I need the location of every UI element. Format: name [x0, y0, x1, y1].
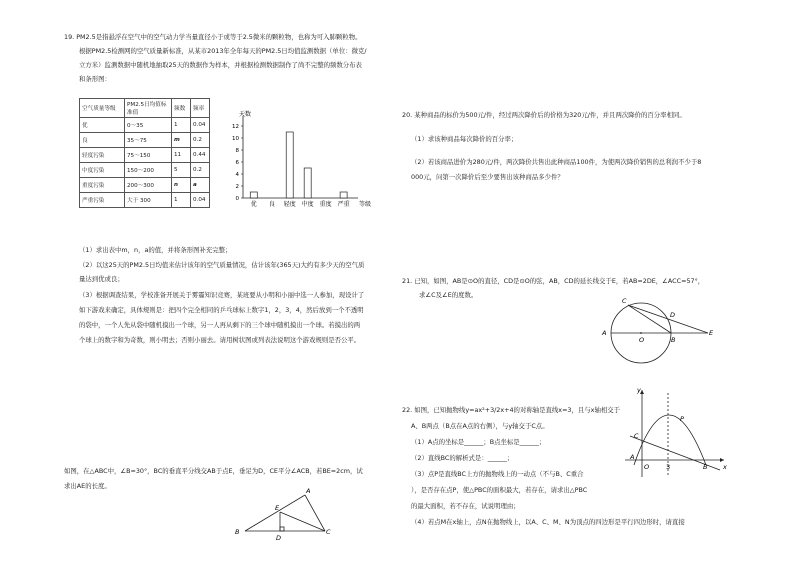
table-cell: 0.44	[191, 148, 210, 163]
table-cell: 75～150	[125, 148, 172, 163]
q20-line-1: 20. 某种商品的标价为500元/件，经过两次降价后的价格为320元/件，并且两次降价的百分率相同。	[402, 111, 686, 119]
q19-sub-6: 的袋中，一个人先从袋中随机摸出一个球，另一人再从剩下的三个球中随机摸出一个球。若摸出的两	[79, 321, 361, 329]
q21-line-2: 求∠C及∠E的度数。	[419, 291, 478, 299]
table-cell: 1	[172, 118, 191, 133]
bar	[286, 132, 293, 198]
x-tick-label: 严重	[337, 201, 350, 208]
table-cell: 5	[172, 163, 191, 178]
table-cell: 0.2	[191, 133, 210, 148]
q20-line-2: （1）求该种商品每次降价的百分率；	[411, 135, 518, 143]
table-cell: 0.2	[191, 163, 210, 178]
table-cell: 大于 300	[125, 193, 172, 208]
x-tick-label: 重度	[319, 201, 332, 208]
q22-line-4: （2）直线BC的解析式是：______；	[411, 454, 514, 462]
frequency-table	[79, 98, 210, 208]
x-tick-label: 优	[250, 201, 257, 208]
q19-sub-5: 如下游戏来确定，具体规则是：把四个完全相同的乒乓球标上数字1，2，3，4，然后放到一个不透明	[79, 306, 364, 314]
q19-line-4: 和条形图：	[79, 75, 111, 83]
q22-line-2: A、B两点（B点在A点的右侧），与y轴交于C点。	[411, 422, 549, 430]
label-O: O	[644, 463, 650, 471]
q19-sub-2: （2）以这25天的PM2.5日均值来估计该年的空气质量情况，估计该年(365天)大约有多少天的空气质	[79, 261, 365, 269]
table-row	[80, 133, 210, 148]
label-three: 3	[666, 463, 671, 471]
q22-line-3: （1）A点的坐标是______；B点坐标是______；	[411, 438, 546, 446]
table-cell: 中度污染	[80, 163, 125, 178]
table-cell: 重度污染	[80, 178, 125, 193]
q22-line-8: （4）若点M在x轴上，点N在抛物线上，以A、C、M、N为顶点的四边形是平行四边形时，请直接	[411, 518, 685, 526]
x-axis-label: 等级	[359, 201, 372, 208]
q19-sub-1: （1）求出表中m，n，a的值，并将条形图补充完整；	[79, 246, 232, 254]
label-y: y	[637, 386, 641, 394]
y-tick-label: 8	[235, 148, 239, 154]
y-tick-label: 2	[235, 184, 239, 190]
label-A: A	[306, 487, 311, 495]
table-cell: 0.04	[191, 193, 210, 208]
circle-figure	[598, 295, 718, 375]
label-D: D	[276, 534, 282, 542]
table-row	[80, 178, 210, 193]
label-E: E	[709, 329, 714, 337]
table-header: 空气质量等级	[80, 99, 125, 118]
table-cell: 11	[172, 148, 191, 163]
table-row	[80, 148, 210, 163]
bar	[340, 192, 347, 198]
table-header: 频率	[191, 99, 210, 118]
q20-line-4: 000元，问第一次降价后至少要售出该种商品多少件？	[411, 173, 564, 181]
table-cell: 1	[172, 193, 191, 208]
label-C: C	[634, 432, 639, 440]
label-B: B	[703, 463, 708, 471]
table-cell: 35～75	[125, 133, 172, 148]
parabola-figure	[620, 385, 730, 480]
label-x: x	[723, 463, 727, 471]
q22-line-1: 22. 如图，已知抛物线y=ax²+3/2x+4的对称轴是直线x=3，且与x轴相交于	[402, 406, 621, 414]
table-cell: m	[172, 133, 191, 148]
x-tick-label: 良	[268, 201, 275, 208]
q21-line-1: 21. 已知，如图，AB是⊙O的直径，CD是⊙O的弦，AB，CD的延长线交于E，若AB=2DE，∠ACC=57°，	[402, 277, 705, 285]
table-header: PM2.5日均值标准值	[125, 99, 172, 118]
table-cell: 0.04	[191, 118, 210, 133]
y-axis-label: 天数	[239, 111, 252, 118]
table-cell: n	[172, 178, 191, 193]
q19-sub-4: （3）根据调查结果，学校准备开展关于雾霾知识竞赛，某班要从小明和小丽中选一人参加，现设计了	[79, 291, 365, 299]
label-E: E	[275, 504, 280, 512]
table-cell: 严重污染	[80, 193, 125, 208]
q19-sub-7: 个球上的数字和为奇数，则小明去；否则小丽去。请用树状图或列表法说明这个游戏规则是否公平。	[79, 336, 361, 344]
label-D: D	[670, 311, 676, 319]
q22-line-7: 的最大面积，若不存在，试说明理由；	[411, 502, 520, 510]
y-tick-label: 12	[232, 124, 239, 130]
q19-sub-3: 量达到优或良；	[79, 275, 124, 283]
table-header: 频数	[172, 99, 191, 118]
y-tick-label: 6	[235, 160, 239, 166]
y-tick-label: 4	[235, 172, 239, 178]
x-tick-label: 中度	[301, 201, 314, 208]
table-cell: 轻度污染	[80, 148, 125, 163]
table-row	[80, 163, 210, 178]
label-P: P	[680, 415, 684, 423]
q18-line-1: 如图，在△ABC中，∠B=30°，BC的垂直平分线交AB于点E，垂足为D，CE平分∠ACB，若BE=2cm，试	[64, 467, 363, 475]
label-B: B	[671, 336, 676, 344]
label-B: B	[235, 528, 240, 536]
q19-line-2: 根据PM2.5检测网的空气质量新标准，从某市2013年全年每天的PM2.5日均值监测数据（单位：微克/	[79, 47, 367, 55]
triangle-figure	[225, 485, 335, 545]
label-C: C	[326, 528, 331, 536]
table-cell: 200～300	[125, 178, 172, 193]
label-A: A	[602, 329, 607, 337]
label-C: C	[622, 297, 627, 305]
q19-line-3: 立方米）监测数据中随机地抽取25天的数据作为样本，并根据检测数据制作了尚不完整的频数分布表	[79, 61, 362, 69]
label-O: O	[639, 336, 645, 344]
y-tick-label: 0	[235, 196, 239, 202]
x-tick-label: 轻度	[283, 201, 296, 208]
table-cell: 150～200	[125, 163, 172, 178]
label-A: A	[630, 453, 635, 461]
bar	[250, 192, 257, 198]
q22-line-6: ），是否存在点P，使△PBC的面积最大，若存在，请求出△PBC	[411, 486, 588, 494]
table-row	[80, 193, 210, 208]
q22-line-5: （3）点P是直线BC上方的抛物线上的一动点（不与B、C重合	[411, 470, 584, 478]
table-cell: 0～35	[125, 118, 172, 133]
table-cell: 良	[80, 133, 125, 148]
q18-line-2: 求出AE的长度。	[64, 482, 111, 490]
y-tick-label: 10	[232, 136, 239, 142]
table-row	[80, 118, 210, 133]
q20-line-3: （2）若该商品进价为280元/件，两次降价共售出此种商品100件，为使两次降价销售的总利润不少于8	[411, 158, 702, 166]
q19-line-1: 19. PM2.5是指悬浮在空气中的空气动力学当量直径小于或等于2.5微米的颗粒物，也称为可入肺颗粒物。	[64, 33, 362, 41]
bar	[304, 168, 311, 198]
bar-chart	[225, 110, 372, 210]
table-cell: a	[191, 178, 210, 193]
table-header-row	[80, 99, 210, 118]
table-cell: 优	[80, 118, 125, 133]
